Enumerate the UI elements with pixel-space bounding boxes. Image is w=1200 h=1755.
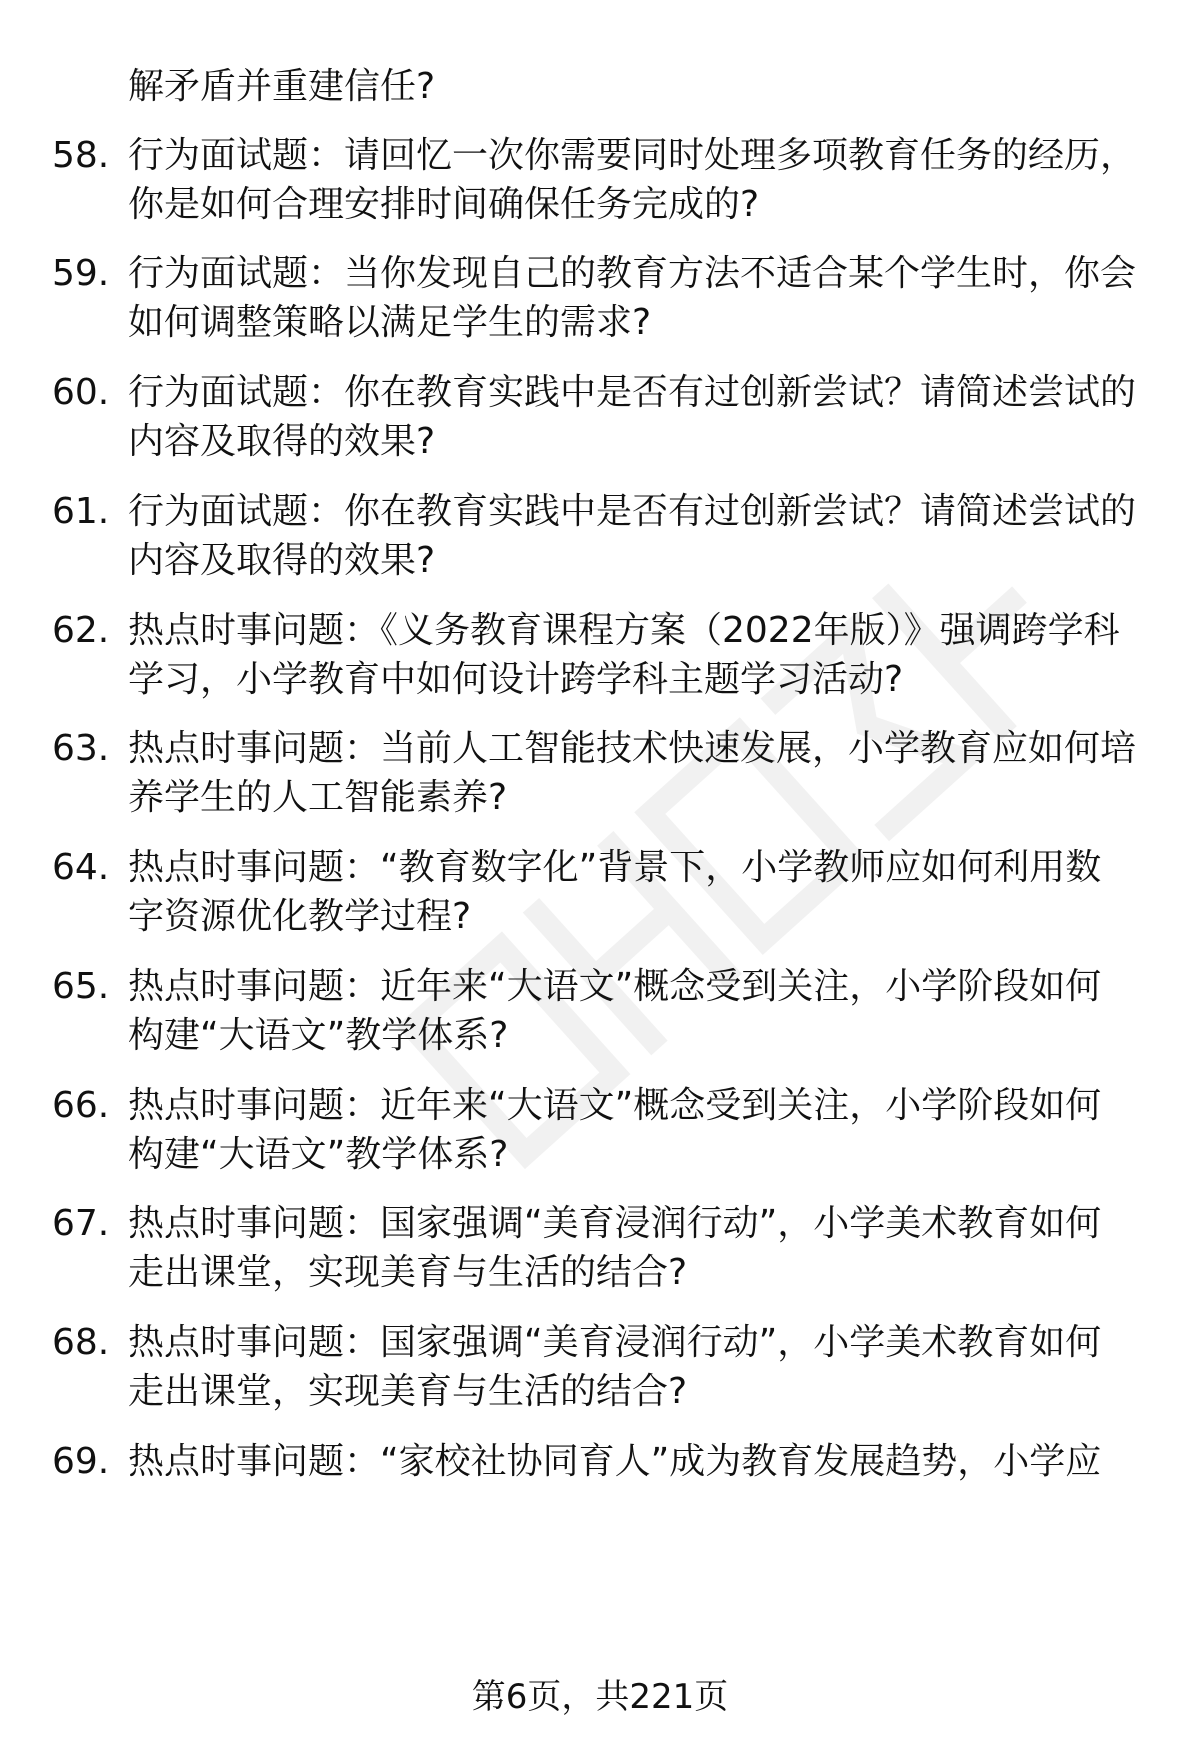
question-text-line: 走出课堂，实现美育与生活的结合? (128, 1252, 688, 1293)
question-text-line: 行为面试题：请回忆一次你需要同时处理多项教育任务的经历， (128, 135, 1137, 176)
continuation-line: 解矛盾并重建信任? (128, 66, 436, 107)
question-number: 60. (52, 372, 110, 413)
question-text-line: 热点时事问题：国家强调“美育浸润行动”，小学美术教育如何 (128, 1322, 1102, 1363)
question-text-line: 行为面试题：你在教育实践中是否有过创新尝试？请简述尝试的 (128, 491, 1137, 532)
question-number: 66. (52, 1085, 110, 1126)
question-text-line: 热点时事问题：近年来“大语文”概念受到关注，小学阶段如何 (128, 1085, 1102, 1126)
question-text-line: 热点时事问题：《义务教育课程方案（2022年版）》强调跨学科 (128, 610, 1120, 651)
question-text-line: 热点时事问题：“家校社协同育人”成为教育发展趋势，小学应 (128, 1441, 1102, 1482)
question-number: 63. (52, 728, 110, 769)
question-text-line: 内容及取得的效果? (128, 540, 436, 581)
question-text-line: 字资源优化教学过程? (128, 896, 472, 937)
page-footer: 第6页，共221页 (471, 1677, 729, 1717)
question-text-line: 学习，小学教育中如何设计跨学科主题学习活动? (128, 659, 904, 700)
question-number: 68. (52, 1322, 110, 1363)
question-number: 62. (52, 610, 110, 651)
question-number: 58. (52, 135, 110, 176)
question-number: 61. (52, 491, 110, 532)
question-number: 69. (52, 1441, 110, 1482)
question-text-line: 走出课堂，实现美育与生活的结合? (128, 1371, 688, 1412)
question-number: 59. (52, 253, 110, 294)
question-number: 65. (52, 966, 110, 1007)
question-text-line: 热点时事问题：国家强调“美育浸润行动”，小学美术教育如何 (128, 1203, 1102, 1244)
question-number: 64. (52, 847, 110, 888)
question-text-line: 行为面试题：当你发现自己的教育方法不适合某个学生时，你会 (128, 253, 1137, 294)
question-text-line: 热点时事问题：近年来“大语文”概念受到关注，小学阶段如何 (128, 966, 1102, 1007)
question-number: 67. (52, 1203, 110, 1244)
question-text-line: 构建“大语文”教学体系? (128, 1134, 509, 1175)
question-text-line: 养学生的人工智能素养? (128, 777, 508, 818)
question-text-line: 热点时事问题：“教育数字化”背景下，小学教师应如何利用数 (128, 847, 1102, 888)
question-text-line: 热点时事问题：当前人工智能技术快速发展，小学教育应如何培 (128, 728, 1137, 769)
question-text-line: 行为面试题：你在教育实践中是否有过创新尝试？请简述尝试的 (128, 372, 1137, 413)
question-text-line: 如何调整策略以满足学生的需求? (128, 302, 652, 343)
question-text-line: 构建“大语文”教学体系? (128, 1015, 509, 1056)
question-text-line: 内容及取得的效果? (128, 421, 436, 462)
question-text-line: 你是如何合理安排时间确保任务完成的? (128, 184, 760, 225)
